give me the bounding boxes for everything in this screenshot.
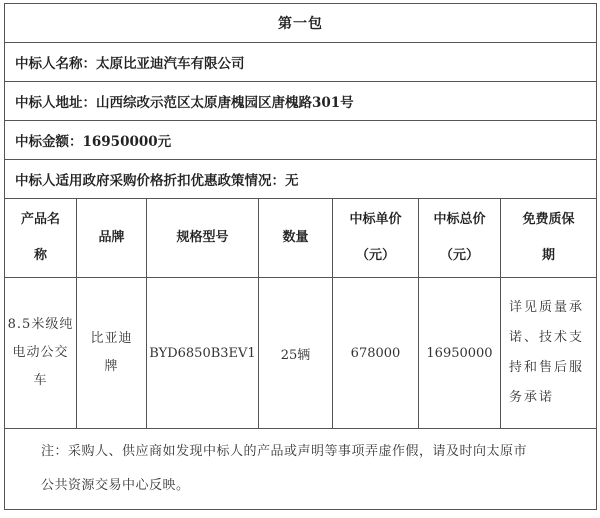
note-text: 注：采购人、供应商如发现中标人的产品或声明等事项弄虚作假，请及时向太原市 公共资源交易中心反映。 (5, 429, 597, 510)
header-product-name: 产品名 称 (5, 199, 77, 278)
header-model: 规格型号 (147, 199, 259, 278)
cell-quantity: 25辆 (259, 278, 333, 429)
winner-name-label: 中标人名称： (15, 56, 96, 72)
cell-warranty: 详见质量承 诺、技术支 持和售后服 务承诺 (501, 278, 597, 429)
winner-amount-label: 中标金额： (15, 134, 83, 150)
winner-address-row (5, 82, 597, 121)
cell-unit-price: 678000 (333, 278, 419, 429)
header-unit-price: 中标单价 （元） (333, 199, 419, 278)
column-header-row (5, 199, 597, 278)
cell-product-name: 8.5米级纯 电动公交 车 (5, 278, 77, 429)
winner-address-value: 山西综改示范区太原唐槐园区唐槐路301号 (96, 95, 354, 111)
cell-total-price: 16950000 (419, 278, 501, 429)
winner-amount-row (5, 121, 597, 160)
header-warranty: 免费质保 期 (501, 199, 597, 278)
header-total-price: 中标总价 （元） (419, 199, 501, 278)
winner-amount-value: 16950000元 (82, 134, 172, 150)
winner-policy-row (5, 160, 597, 199)
award-table (4, 3, 597, 510)
winner-address-label: 中标人地址： (15, 95, 96, 111)
winner-name-value: 太原比亚迪汽车有限公司 (96, 56, 245, 72)
winner-name-row (5, 43, 597, 82)
winner-policy-label: 中标人适用政府采购价格折扣优惠政策情况： (15, 173, 285, 189)
cell-model: BYD6850B3EV1 (147, 278, 259, 429)
header-brand: 品牌 (77, 199, 147, 278)
package-title-row (5, 4, 597, 43)
header-quantity: 数量 (259, 199, 333, 278)
winner-policy-value: 无 (285, 173, 299, 189)
cell-brand: 比亚迪 牌 (77, 278, 147, 429)
note-row (5, 429, 597, 510)
package-title: 第一包 (5, 4, 597, 43)
table-row (5, 278, 597, 429)
